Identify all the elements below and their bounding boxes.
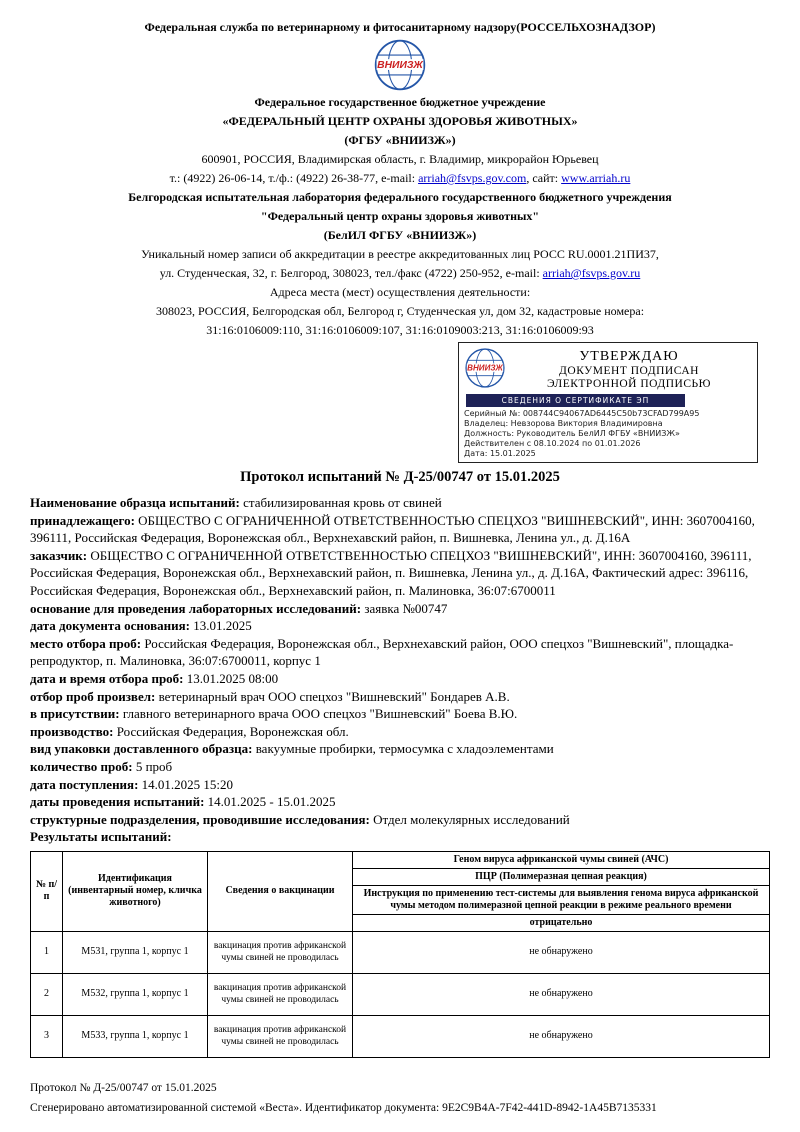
field-value: ОБЩЕСТВО С ОГРАНИЧЕННОЙ ОТВЕТСТВЕННОСТЬЮ СПЕЦХОЗ "ВИШНЕВСКИЙ", ИНН: 3607004160, 396111, Российская Федерация, Воронежская обл., Верхнехавский район, п. Вишневка, Ленина ул., д. Д.16А, Фактический адрес: 396116, Российская Федерация, Воронежская обл., Верхнехавский район, п. Малиновка, 36:07:6700011 bbox=[30, 547, 752, 598]
field-value: заявка №00747 bbox=[364, 600, 448, 616]
contact-line bbox=[30, 169, 770, 188]
col-header-method: ПЦР (Полимеразная цепная реакция) bbox=[353, 868, 770, 885]
document-title: Протокол испытаний № Д-25/00747 от 15.01.2025 bbox=[240, 469, 560, 485]
field-label: основание для проведения лабораторных исследований: bbox=[30, 600, 362, 616]
field-row bbox=[30, 670, 770, 688]
lab-email-link[interactable]: arriah@fsvps.gov.ru bbox=[542, 266, 641, 280]
certificate-validity: Действителен с 08.10.2024 по 01.01.2026 bbox=[464, 439, 641, 448]
field-label: производство: bbox=[30, 723, 114, 739]
email-link[interactable]: arriah@fsvps.gov.com bbox=[418, 171, 527, 185]
field-row bbox=[30, 688, 770, 706]
results-table bbox=[30, 851, 770, 1058]
field-row bbox=[30, 705, 770, 723]
field-row bbox=[30, 758, 770, 776]
field-value: 13.01.2025 bbox=[193, 618, 252, 634]
field-label: Результаты испытаний: bbox=[30, 829, 172, 845]
org-address: 600901, РОССИЯ, Владимирская область, г. Владимир, микрорайон Юрьевец bbox=[201, 152, 599, 166]
stamp-top bbox=[464, 347, 752, 391]
website-link[interactable]: www.arriah.ru bbox=[561, 171, 631, 185]
signed-line1: ДОКУМЕНТ ПОДПИСАН bbox=[559, 365, 699, 377]
field-label: принадлежащего: bbox=[30, 512, 135, 528]
field-row bbox=[30, 635, 770, 670]
field-row bbox=[30, 723, 770, 741]
certificate-date: Дата: 15.01.2025 bbox=[464, 449, 536, 458]
field-row bbox=[30, 740, 770, 758]
org-abbr: (ФГБУ «ВНИИЗЖ») bbox=[344, 133, 456, 147]
field-value: вакуумные пробирки, термосумка с хладоэлементами bbox=[255, 741, 554, 757]
cell-id: М531, группа 1, корпус 1 bbox=[63, 931, 208, 973]
field-label: место отбора проб: bbox=[30, 635, 142, 651]
field-label: дата и время отбора проб: bbox=[30, 670, 184, 686]
lab-contact-prefix: ул. Студенческая, 32, г. Белгород, 308023, тел./факс (4722) 250-952, e-mail: bbox=[159, 266, 543, 280]
field-row bbox=[30, 512, 770, 547]
field-label: дата документа основания: bbox=[30, 618, 190, 634]
field-row bbox=[30, 776, 770, 794]
field-label: дата поступления: bbox=[30, 776, 139, 792]
signed-line2: ЭЛЕКТРОННОЙ ПОДПИСЬЮ bbox=[547, 378, 711, 390]
field-row bbox=[30, 494, 770, 512]
cell-vaccination: вакцинация против африканской чумы свиней не проводилась bbox=[208, 1015, 353, 1057]
footer-generated-note: Сгенерировано автоматизированной системой «Веста». Идентификатор документа: 9E2C9B4A-7F42-441D-8942-1A45B7135331 bbox=[30, 1101, 657, 1114]
field-value: главного ветеринарного врача ООО спецхоз "Вишневский" Боева В.Ю. bbox=[122, 706, 518, 722]
lab-name-line1: Белгородская испытательная лаборатория федерального государственного бюджетного учреждения bbox=[128, 190, 672, 204]
col-header-num: № п/п bbox=[31, 851, 63, 931]
field-value: ОБЩЕСТВО С ОГРАНИЧЕННОЙ ОТВЕТСТВЕННОСТЬЮ СПЕЦХОЗ "ВИШНЕВСКИЙ", ИНН: 3607004160, 396111, Российская Федерация, Воронежская обл., Верхнехавский район, п. Вишневка, Ленина ул., д. Д.16А bbox=[30, 512, 755, 546]
table-row bbox=[31, 931, 770, 973]
field-value: 5 проб bbox=[135, 758, 173, 774]
document-header bbox=[30, 18, 770, 340]
field-value: стабилизированная кровь от свиней bbox=[243, 495, 442, 510]
cell-result: не обнаружено bbox=[353, 973, 770, 1015]
stamp-head bbox=[506, 347, 752, 391]
field-label: количество проб: bbox=[30, 758, 133, 774]
cell-vaccination: вакцинация против африканской чумы свиней не проводилась bbox=[208, 931, 353, 973]
globe-icon bbox=[464, 347, 506, 389]
field-label: заказчик: bbox=[30, 547, 88, 563]
cell-num: 1 bbox=[31, 931, 63, 973]
cell-vaccination: вакцинация против африканской чумы свиней не проводилась bbox=[208, 973, 353, 1015]
logo-text: ВНИИЗЖ bbox=[377, 60, 423, 72]
field-label: структурные подразделения, проводившие исследования: bbox=[30, 811, 370, 827]
certificate-position: Должность: Руководитель БелИЛ ФГБУ «ВНИИЗЖ» bbox=[464, 429, 680, 438]
field-row bbox=[30, 600, 770, 618]
org-type: Федеральное государственное бюджетное учреждение bbox=[254, 95, 546, 109]
field-value: 14.01.2025 - 15.01.2025 bbox=[207, 794, 336, 810]
cell-id: М533, группа 1, корпус 1 bbox=[63, 1015, 208, 1057]
field-label: отбор проб произвел: bbox=[30, 688, 156, 704]
field-value: Отдел молекулярных исследований bbox=[373, 811, 570, 827]
cell-num: 2 bbox=[31, 973, 63, 1015]
field-row bbox=[30, 811, 770, 829]
globe-icon bbox=[373, 38, 427, 92]
lab-abbr: (БелИЛ ФГБУ «ВНИИЗЖ») bbox=[323, 228, 477, 242]
table-row bbox=[31, 973, 770, 1015]
field-label: вид упаковки доставленного образца: bbox=[30, 741, 253, 757]
field-label: Наименование образца испытаний: bbox=[30, 495, 240, 510]
certificate-serial: Серийный №: 008744C94067AD6445C50b73CFAD799A95 bbox=[464, 409, 700, 418]
cell-result: не обнаружено bbox=[353, 931, 770, 973]
col-header-instruction: Инструкция по применению тест-системы для выявления генома вируса африканской чумы методом полимеразной цепной реакции в режиме реального времени bbox=[353, 885, 770, 914]
cadastral-numbers: 31:16:0106009:110, 31:16:0106009:107, 31:16:0109003:213, 31:16:0106009:93 bbox=[206, 323, 594, 337]
agency-title: Федеральная служба по ветеринарному и фитосанитарному надзору(РОССЕЛЬХОЗНАДЗОР) bbox=[144, 20, 656, 34]
certificate-header: СВЕДЕНИЯ О СЕРТИФИКАТЕ ЭП bbox=[466, 394, 685, 407]
lab-contact-line bbox=[30, 264, 770, 283]
field-label: даты проведения испытаний: bbox=[30, 794, 205, 810]
cell-num: 3 bbox=[31, 1015, 63, 1057]
activity-address: 308023, РОССИЯ, Белгородская обл, Белгород г, Студенческая ул, дом 32, кадастровые номера: bbox=[155, 304, 645, 318]
field-value: Российская Федерация, Воронежская обл. bbox=[116, 723, 349, 739]
signature-stamp bbox=[458, 342, 758, 463]
table-header-row bbox=[31, 851, 770, 868]
field-row bbox=[30, 617, 770, 635]
col-header-id: Идентификация (инвентарный номер, кличка животного) bbox=[63, 851, 208, 931]
stamp-logo bbox=[464, 347, 506, 389]
lab-name-line2: "Федеральный центр охраны здоровья животных" bbox=[260, 209, 540, 223]
field-label: в присутствии: bbox=[30, 706, 120, 722]
approve-label: УТВЕРЖДАЮ bbox=[579, 349, 679, 364]
cell-result: не обнаружено bbox=[353, 1015, 770, 1057]
table-row bbox=[31, 1015, 770, 1057]
col-header-norm: отрицательно bbox=[353, 914, 770, 931]
field-row bbox=[30, 547, 770, 600]
activity-label: Адреса места (мест) осуществления деятельности: bbox=[269, 285, 531, 299]
field-value: 13.01.2025 08:00 bbox=[186, 670, 279, 686]
contact-prefix: т.: (4922) 26-06-14, т./ф.: (4922) 26-38-77, e-mail: bbox=[169, 171, 419, 185]
field-row bbox=[30, 828, 770, 846]
accreditation-line: Уникальный номер записи об аккредитации в реестре аккредитованных лиц РОСС RU.0001.21ПИ37, bbox=[141, 247, 659, 261]
logo-text: ВНИИЗЖ bbox=[467, 363, 503, 373]
certificate-owner: Владелец: Невзорова Виктория Владимировна bbox=[464, 419, 663, 428]
stamp-zone bbox=[30, 340, 770, 464]
field-row bbox=[30, 793, 770, 811]
protocol-fields bbox=[30, 494, 770, 846]
cell-id: М532, группа 1, корпус 1 bbox=[63, 973, 208, 1015]
site-label: , сайт: bbox=[526, 171, 562, 185]
field-value: 14.01.2025 15:20 bbox=[141, 776, 234, 792]
org-name: «ФЕДЕРАЛЬНЫЙ ЦЕНТР ОХРАНЫ ЗДОРОВЬЯ ЖИВОТНЫХ» bbox=[222, 114, 578, 128]
vniizh-logo bbox=[373, 38, 427, 92]
field-value: Российская Федерация, Воронежская обл., Верхнехавский район, ООО спецхоз "Вишневский", площадка-репродуктор, п. Малиновка, 36:07:6700011, корпус 1 bbox=[30, 635, 734, 669]
document-footer bbox=[30, 1078, 770, 1118]
footer-protocol-number: Протокол № Д-25/00747 от 15.01.2025 bbox=[30, 1081, 217, 1094]
col-header-test-group: Геном вируса африканской чумы свиней (АЧС) bbox=[353, 851, 770, 868]
col-header-vaccination: Сведения о вакцинации bbox=[208, 851, 353, 931]
field-value: ветеринарный врач ООО спецхоз "Вишневский" Бондарев А.В. bbox=[158, 688, 510, 704]
